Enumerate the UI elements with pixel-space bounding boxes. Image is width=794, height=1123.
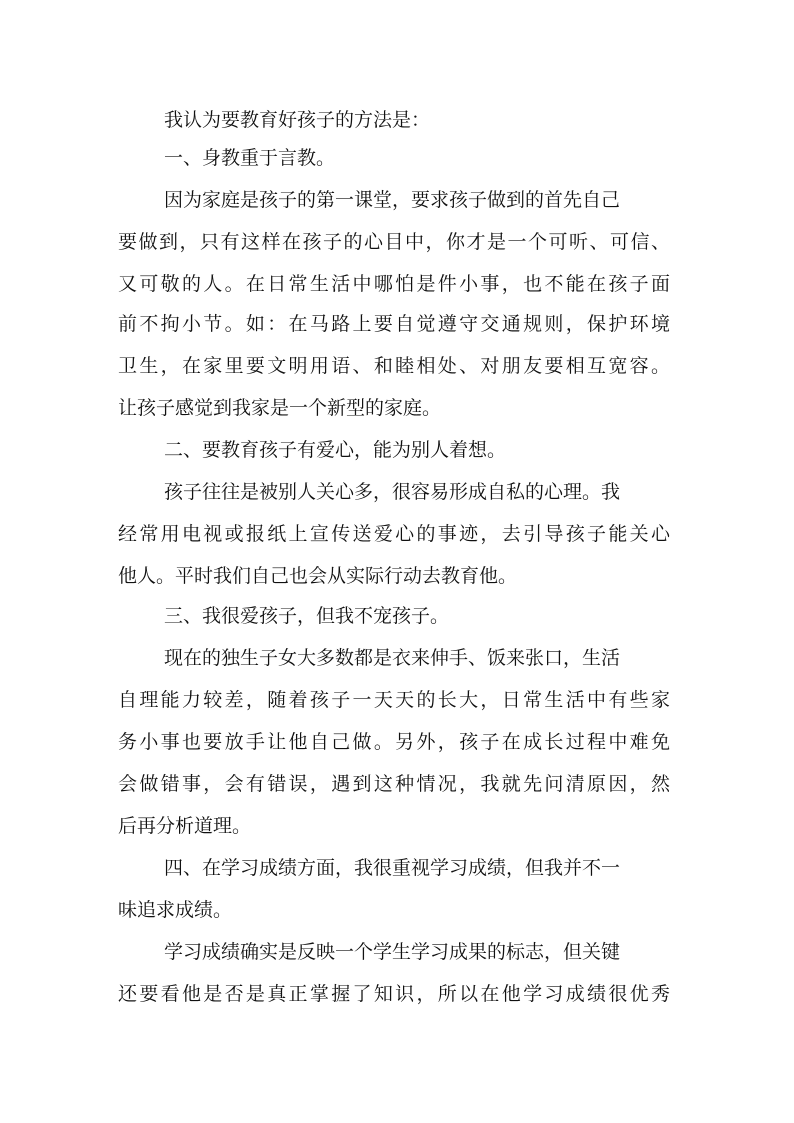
text-line: 他人。平时我们自己也会从实际行动去教育他。: [118, 565, 518, 587]
text-line: 孩子往往是被别人关心多，很容易形成自私的心理。我: [164, 481, 621, 503]
text-line: 务小事也要放手让他自己做。另外，孩子在成长过程中难免: [118, 731, 670, 753]
text-line: 要做到，只有这样在孩子的心目中，你才是一个可听、可信、: [118, 231, 670, 253]
text-line: 现在的独生子女大多数都是衣来伸手、饭来张口，生活: [164, 647, 621, 669]
text-line: 卫生，在家里要文明用语、和睦相处、对朋友要相互宽容。: [118, 355, 670, 377]
text-line: 我认为要教育好孩子的方法是：: [164, 109, 431, 131]
text-line: 自理能力较差，随着孩子一天天的长大，日常生活中有些家: [118, 689, 670, 711]
section-heading: 四、在学习成绩方面，我很重视学习成绩，但我并不一: [164, 857, 621, 879]
text-line: 会做错事，会有错误，遇到这种情况，我就先问清原因，然: [118, 773, 670, 795]
text-line: 还要看他是否是真正掌握了知识，所以在他学习成绩很优秀: [118, 983, 670, 1005]
text-line: 前不拘小节。如：在马路上要自觉遵守交通规则，保护环境: [118, 313, 670, 335]
text-line: 又可敬的人。在日常生活中哪怕是件小事，也不能在孩子面: [118, 273, 670, 295]
section-heading: 二、要教育孩子有爱心，能为别人着想。: [164, 439, 507, 461]
section-heading: 一、身教重于言教。: [164, 147, 336, 169]
text-line: 因为家庭是孩子的第一课堂，要求孩子做到的首先自己: [164, 189, 621, 211]
text-line: 后再分析道理。: [118, 815, 252, 837]
text-line: 经常用电视或报纸上宣传送爱心的事迹，去引导孩子能关心: [118, 523, 670, 545]
section-heading: 味追求成绩。: [118, 899, 233, 921]
section-heading: 三、我很爱孩子，但我不宠孩子。: [164, 605, 450, 627]
text-line: 让孩子感觉到我家是一个新型的家庭。: [118, 397, 442, 419]
text-line: 学习成绩确实是反映一个学生学习成果的标志，但关键: [164, 941, 621, 963]
